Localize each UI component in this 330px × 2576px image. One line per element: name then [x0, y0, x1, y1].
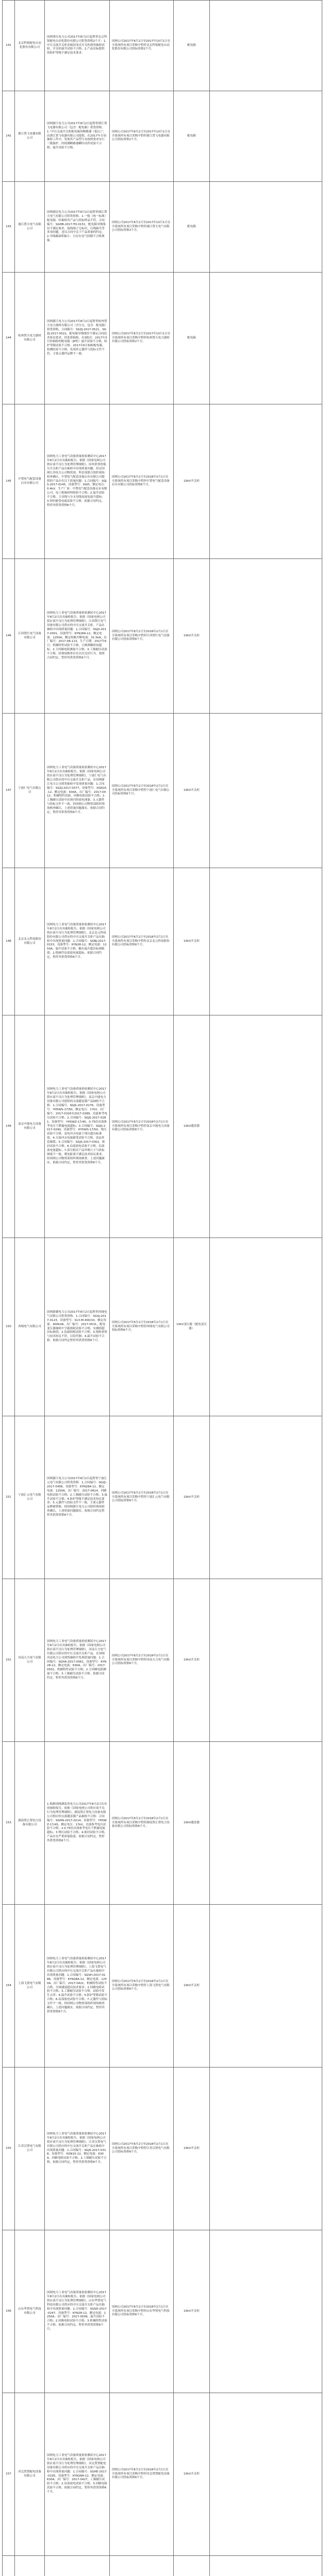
- blank-cell: [210, 559, 322, 714]
- records-table: [2, 0, 322, 2576]
- material-type: 10kV开关柜: [174, 868, 210, 1015]
- bid-suspension: 国网公司2017年8月2日至2018年2月1日在全系统所有项目采购中暂停中置电气配套设备启东有限公司投标资格6个月。: [110, 404, 174, 559]
- table-row: [3, 1015, 322, 1238]
- material-type: 10kV开关柜: [174, 2393, 210, 2556]
- suspension-decision: 国网电力工业电气设备质量检验测试中心2017年8月2日出具抽检报告，依据《国家电网公司供应商不良行为处理管理细则》，山东华置电气科技有限公司供应的中压交流开关柜产品在抽检中出现质量问题：1.合同编号：SGSD-2017-0247，设备型号：KYN28-12，额定电流：1250A，出厂编号：2017-0509，温升试验不合格；2.回路电阻试验不合格；3.机械特性试验不合格。依据合同约定，暂停其供货资格6个月。: [45, 2230, 110, 2393]
- supplier-name: 西域电气有限公司: [15, 1238, 45, 1416]
- material-type: 10kV变压器（配电变压器）: [174, 1238, 210, 1416]
- table-row: [3, 1238, 322, 1416]
- table-row: [3, 2067, 322, 2230]
- supplier-name: 上海飞置电气有限公司: [15, 1905, 45, 2067]
- material-type: 10kV开关柜: [174, 2067, 210, 2230]
- blank-cell: [210, 1579, 322, 1742]
- suspension-decision: 国网电力工业电气设备质量检验测试中心2017年8月2日出具抽检报告，依据《国家电网公司供应商不良行为处理管理细则》，南京中能电力设备有限公司提供的交流避雷器产品抽检不合格：1.合同编号：SGJS-2017-0276，设备型号：YH5WS-17/50，额定电压：17kV，出厂编号：2017-0326至2017-0389，直流参考电压试验不合格；2.合同编号：SGJS-2017-0281，设备型号：YH5WZ-17/45，0.75倍直流参考电压下泄漏电流超标；3.合同编号：SGJS-2017-0290，设备型号：HY5WS-17/50，残压试验不合格，雷电冲击电流下残压超出标准值；4.方波冲击电流耐受试验不合格，试品外套破裂；5.合同编号：SGJS-2017-0302，密封试验不合格；6.局部放电试验不合格，局部放电量超标；7.部分批次产品外观尺寸与投标图纸不一致，爬电距离不满足技术协议要求。经国网公司物资部组织现场核查，上述问题属实，依据合同约定，暂停其供货资格6个月。: [45, 1015, 110, 1238]
- suspension-decision: 国网电力工业电气设备质量检验测试中心2017年8月2日出具抽检报告，依据《国家电网公司供应商不良行为处理管理细则》，上海飞置电气有限公司供应的中压交流开关柜产品在抽检中出现质量问题：1.合同编号：SGSH-2017-0186，设备型号：KYN28A-12，额定电流：1250A，出厂编号：2017-0421，机械特性试验不合格，分闸速度超出技术要求；2.回路电阻试验不合格；3.工频耐压试验不合格，试验中发生击穿；4.温升试验不合格；5.防护等级试验不合格；6.局部放电试验不合格；7.元器件与投标文件不一致。经国网公司物资部组织现场核查确认，上述问题属实，依据合同约定，暂停其供货资格6个月。: [45, 1905, 110, 2067]
- suspension-decision: 国网湖北电力公司2017年8月2日起暂停浦江置天电气有限公司供货资格。1.一般（统一标准）配电箱，经抽检其产品与投标样品不符，合同编号：SGHB-2017-TD-0151，配电箱导线线径不满足要求，接线端子无标识，压线缺失等多项问题，违反合同中关于产品质量的约定。2.导线截面积偏小，且存在电气间隙不合格现象。: [45, 182, 110, 273]
- supplier-name: 湖南置正置电力设备有限公司: [15, 1742, 45, 1905]
- supplier-name: 江西置红电气设备有限公司: [15, 559, 45, 714]
- blank-cell: [210, 404, 322, 559]
- bid-suspension: 国网公司2017年8月2日至2017年10月1日在全系统所有项目采购中暂停浙江置飞电器有限公司投标资格2个月。: [110, 91, 174, 182]
- suspension-decision: 国网浙江电力公司2017年8月2日起暂停宁波汇元电气有限公司供货资格：1.合同编号：SGZJ-2017-0458，设备型号：KYN28A-12，额定电流：1250A，出厂编号：2017-0614，回路电阻试验不合格；2.工频耐压试验不合格；3.温升试验不合格；4.防护等级不满足技术协议要求；5.元器件与投标文件不一致，主要元器件品牌被替换。经国网浙江电力公司组织现场检查确认，上述质量问题属实，依据合同约定暂停其供货资格6个月。: [45, 1416, 110, 1579]
- record-number: 155: [3, 2067, 15, 2230]
- blank-cell: [210, 1, 322, 91]
- supplier-name: 河北置置配电设备有限公司: [15, 2393, 45, 2556]
- supplier-name: 宁波汇元电气有限公司: [15, 1416, 45, 1579]
- supplier-name: 河南天力电气有限公司: [15, 1579, 45, 1742]
- material-type: 配电箱: [174, 273, 210, 404]
- suspension-decision: 国网浙江电力公司2017年8月2日起暂停杭州置天电力器材有限公司（含分支，包含：配电箱）供货资格。合同编号：SGZJ-2017-0521、SGZJ-2017-0522，配电箱导线线径不满足合同技术协议要求，经监督抽检，有3批次：2017年3月经抽检的配电箱（JP柜）温升试验不合格，防护等级试验不合格；2017年6月抽检配电箱，检测结果不合格，发现其元器件与投标文件不符，主要元器件品牌不一致。: [45, 273, 110, 404]
- material-type: 10kV开关柜: [174, 714, 210, 868]
- blank-cell: [210, 868, 322, 1015]
- material-type: 10kV开关柜: [174, 559, 210, 714]
- record-number: 148: [3, 868, 15, 1015]
- bid-suspension: 国网公司2017年8月2日至2018年2月1日在全系统所有项目采购中暂停上海飞置电气有限公司投标资格6个月。: [110, 1905, 174, 2067]
- table-row: [3, 1905, 322, 2067]
- material-type: 配电箱: [174, 182, 210, 273]
- suspension-decision: 国网新疆电力公司2017年8月2日起暂停西域电气有限公司供货资格。1.合同编号：SGXJ-2017-0123，设备型号：S13-M-400/10，额定容量：400kVA，出厂编号：2017-0531，配电变压器抽检中空载损耗试验不合格，实测值超出标准值；2.负载损耗试验不合格；3.绕组材质与技术协议不符，以铝代铜；4.温升试验不合格。依据合同约定暂停其供货资格6个月。: [45, 1238, 110, 1416]
- bid-suspension: 国网公司2017年8月2日至2017年10月1日在全系统所有项目采购中暂停杭州置天电力器材有限公司投标资格2个月。: [110, 273, 174, 404]
- bid-suspension: 国网公司2017年8月2日至2018年2月1日在全系统所有项目采购中暂停江西置红电气设备有限公司投标资格6个月。: [110, 559, 174, 714]
- record-number: 144: [3, 273, 15, 404]
- table-row: [3, 1, 322, 91]
- blank-cell: [210, 1905, 322, 2067]
- table-row: [3, 1416, 322, 1579]
- suspension-decision: 国网电力工业电气设备质量检验测试中心2017年8月2日出具抽检报告，依据《国家电网公司供应商不良行为处理管理细则》，江西置红电气设备有限公司供应的中压交流开关柜，产品在抽检中出现质量问题：1.合同编号：SGJX-2017-0301，设备型号：KYN28A-12，额定电流：1250A，额定短路开断电流：31.5kA，出厂编号：2017-06-113，生产日期：2017年6月，机械特性试验不合格，合闸弹跳时间超标；2.主回路电阻测量不合格；3.工频耐压试验不合格，经现场核查存在以次充好行为，按照合同约定，暂停其供货资格6个月。: [45, 559, 110, 714]
- material-type: 配电箱: [174, 91, 210, 182]
- blank-cell: [210, 182, 322, 273]
- table-row: [3, 1579, 322, 1742]
- record-number: 141: [3, 1, 15, 91]
- supplier-name: 北京科锐配电自动化股份有限公司: [15, 1, 45, 91]
- record-number: 156: [3, 2230, 15, 2393]
- material-type: 10kV开关柜: [174, 2230, 210, 2393]
- supplier-name: 杭州置天电力器材有限公司: [15, 273, 45, 404]
- blank-cell: [210, 2230, 322, 2393]
- supplier-name: 中置电气配套设备启东有限公司: [15, 404, 45, 559]
- blank-cell: [210, 1238, 322, 1416]
- record-number: 149: [3, 1015, 15, 1238]
- material-type: 10kV避雷器: [174, 1015, 210, 1238]
- suspension-decision: 1.根据国网湖南省电力公司2017年8月2日出具的抽检报告，依据《国家电网公司供应商不良行为处理管理细则》，湖南置正置电力设备有限公司供应的交流避雷器产品抽检不合格：合同编号：SGHN-2017-0214，设备型号：YH5WZ-17/45，额定电压：17kV，直流参考电压试验不合格；2.0.75倍直流参考电压下泄漏电流超标；3.残压试验不合格；4.密封试验不合格，产品存在严重质量隐患。依据合同约定，暂停其供货资格6个月。: [45, 1742, 110, 1905]
- blank-cell: [210, 1015, 322, 1238]
- suspension-decision: 国网浙江电力公司2017年8月2日起暂停浙江置飞电器有限公司（包含：配电箱）供货资格。1.“中压交流开关柜配电箱用断路器（低压）”，由浙江置飞电器有限公司提供，在2017年专项抽检工作中，发现其产品型号未按照要求实行三级保护，经检测断路器瞬时动作试验不合格，温升试验不合格。: [45, 91, 110, 182]
- material-type: [174, 2556, 210, 2576]
- table-row: [3, 2556, 322, 2576]
- record-number: 142: [3, 91, 15, 182]
- material-type: 10kV避雷器: [174, 1742, 210, 1905]
- supplier-name: 浙江置飞电器有限公司: [15, 91, 45, 182]
- table-row: [3, 404, 322, 559]
- table-row: [3, 2393, 322, 2556]
- bid-suspension: 国网公司2017年8月2日至2018年2月1日在全系统所有项目采购中暂停江苏汉置电气有限公司投标资格6个月。: [110, 2067, 174, 2230]
- bid-suspension: 国网公司2017年8月2日至2018年2月1日在全系统所有项目采购中暂停北京北元科技股份有限公司投标资格6个月。: [110, 868, 174, 1015]
- supplier-name: 北京北元科技股份有限公司: [15, 868, 45, 1015]
- bid-suspension: 国网公司2017年8月2日至2017年10月1日在全系统所有项目采购中暂停浦江置天电气有限公司投标资格2个月。: [110, 182, 174, 273]
- blank-cell: [210, 2556, 322, 2576]
- bid-suspension: 国网公司2017年8月2日至2018年2月1日在全系统所有项目采购中暂停湖南置正置电力设备有限公司投标资格6个月。: [110, 1742, 174, 1905]
- supplier-name: 宁波仁电气有限公司: [15, 714, 45, 868]
- table-row: [3, 559, 322, 714]
- table-row: [3, 273, 322, 404]
- material-type: 配电箱: [174, 1, 210, 91]
- table-row: [3, 1742, 322, 1905]
- record-number: 154: [3, 1905, 15, 2067]
- bid-suspension: 国网公司2017年8月2日至2018年2月1日在全系统所有项目采购中暂停南京中能电力设备有限公司投标资格6个月。: [110, 1015, 174, 1238]
- supplier-name: 浦江置天电气有限公司: [15, 182, 45, 273]
- bid-suspension: 国网公司2017年8月2日至2017年10月1日在全系统所有项目采购中暂停北京科锐配电自动化股份有限公司投标资格2个月。: [110, 1, 174, 91]
- material-type: 10kV开关柜: [174, 404, 210, 559]
- suspension-decision: 国网电力工业电气设备质量检验测试中心2017年8月2日出具抽检报告，依据《国家电网公司供应商不良行为处理管理细则》，河北置置配电设备有限公司供应的中压交流开关柜产品在抽检中出现质量问题：1.合同编号：SGHE-2017-0195，设备型号：KYN28A-12，额定电流：630A，出厂编号：2017-0427，工频耐压试验不合格；2.局部放电试验不合格；3.回路电阻试验不合格。依据合同约定，暂停其供货资格6个月。: [45, 2393, 110, 2556]
- material-type: 10kV开关柜: [174, 1905, 210, 2067]
- supplier-name: 南京中能电力设备有限公司: [15, 1015, 45, 1238]
- record-number: 147: [3, 714, 15, 868]
- blank-cell: [210, 2067, 322, 2230]
- record-number: 143: [3, 182, 15, 273]
- bid-suspension: 国网公司2017年8月2日至2018年2月1日在全系统所有项目采购中暂停宁波汇元电气有限公司投标资格6个月。: [110, 1416, 174, 1579]
- blank-cell: [210, 273, 322, 404]
- supplier-name: 山东华置电气科技有限公司: [15, 2230, 45, 2393]
- supplier-name: 江苏汉置电气有限公司: [15, 2067, 45, 2230]
- suspension-decision: 国网电力工业电气设备质量检验测试中心2017年8月2日出具抽检报告，依据《国家电网公司供应商不良行为处理管理细则》，河南天力电气有限公司供应的中压交流开关柜产品，在国网河南电力公司到货抽检中发现质量问题：1.合同编号：SGHA-2017-0361，设备型号：KYN28-12，额定电流：630A，出厂编号：2017-0502，机械特性试验不合格；2.主回路电阻测量不合格；3.工频耐压试验不合格。依据合同约定，暂停其供货资格6个月。: [45, 1579, 110, 1742]
- record-number: 151: [3, 1416, 15, 1579]
- table-row: [3, 868, 322, 1015]
- record-number: 157: [3, 2393, 15, 2556]
- material-type: 10kV开关柜: [174, 1579, 210, 1742]
- blank-cell: [210, 91, 322, 182]
- bid-suspension: [110, 2556, 174, 2576]
- suspension-decision: [45, 2556, 110, 2576]
- blank-cell: [210, 2393, 322, 2556]
- material-type: 10kV开关柜: [174, 1416, 210, 1579]
- record-number: [3, 2556, 15, 2576]
- table-row: [3, 91, 322, 182]
- table-row: [3, 182, 322, 273]
- suspension-decision: 国网重庆电力公司2017年8月2日起暂停北京科锐配电自动化股份有限公司供货资格2个月：1.中压交流开关柜金属封闭式开关柜到货抽检试验，开关柜温升试验不合格；2.产品实际提供的防护等级不满足技术要求。: [45, 1, 110, 91]
- record-number: 153: [3, 1742, 15, 1905]
- blank-cell: [210, 714, 322, 868]
- suspension-decision: 国网电力工业电气设备质量检验测试中心2017年8月2日出具抽检报告，依据《国家电网公司供应商不良行为处理管理细则》，江苏汉置电气有限公司供应的中压交流开关柜产品在抽检中出现质量问题：1.合同编号：SGJS-2017-0318，设备型号：XGN15-12，额定电流：630A，回路电阻试验不合格；2.工频耐压试验不合格。依据合同约定，暂停其供货资格6个月。: [45, 2067, 110, 2230]
- table-row: [3, 2230, 322, 2393]
- blank-cell: [210, 1416, 322, 1579]
- suspension-decision: 国网电力工业电气设备质量检验测试中心2017年8月2日出具抽检报告，依据《国家电网公司供应商不良行为处理管理细则》，因其供货的低压开关柜产品在抽检中出现质量问题，经过国网江苏电力公司物资部、科信部联合组织现场检查确认，中置电气配套设备启东有限公司提供的产品存在以下质量问题：1.合同编号：SGJS-2017-0245，设备型号：GGD，额定电压：0.4kV，生产厂家：中置电气配套设备启东有限公司，电工绝缘材料检验不合格；2.温升试验不合格，主母线与分支母线连接处温升超标；3.短时耐受电流试验不合格。依据合同约定，暂停其供货资格6个月。: [45, 404, 110, 559]
- penalty-notice-table: [2, 0, 322, 2576]
- bid-suspension: 国网公司2017年8月2日至2018年2月1日在全系统所有项目采购中暂停山东华置电气科技有限公司投标资格6个月。: [110, 2230, 174, 2393]
- suspension-decision: 国网电力工业电气设备质量检验测试中心2017年8月2日出具抽检报告，依据《国家电网公司供应商不良行为处理管理细则》，宁波仁电气有限公司供应的中压交流开关柜产品，在国网浙江电力公司到货抽检中发现质量问题：1.合同编号：SGZJ-2017-0377，设备型号：XGN15-12，额定电流：630A，出厂编号：2017-0412，机械特性试验、回路电阻试验不合格；2.工频耐压试验中出现闪络放电现象；3.元器件与投标文件不一致。经国网公司物资部组织现场核查确认，上述质量问题属实。依据合同约定，暂停其供货资格6个月。: [45, 714, 110, 868]
- bid-suspension: 国网公司2017年8月2日至2018年2月1日在全系统所有项目采购中暂停宁波仁电气有限公司投标资格6个月。: [110, 714, 174, 868]
- table-row: [3, 714, 322, 868]
- blank-cell: [210, 1742, 322, 1905]
- bid-suspension: 国网公司2017年8月2日至2018年2月1日在全系统所有项目采购中暂停河南天力电气有限公司投标资格6个月。: [110, 1579, 174, 1742]
- bid-suspension: 国网公司2017年8月2日至2018年2月1日在全系统所有项目采购中暂停西域电气有限公司投标资格6个月。: [110, 1238, 174, 1416]
- record-number: 152: [3, 1579, 15, 1742]
- suspension-decision: 国网电力工业电气设备质量检验测试中心2017年8月2日出具抽检报告，依据《国家电网公司供应商不良行为处理管理细则》，北京北元科技股份有限公司供应的中压交流开关柜产品在抽检中出现质量问题：1.合同编号：SGBJ-2017-0153，设备型号：KYN28-12，额定电流：1250A，温升试验不合格，触头温升超出标准限值；2.绝缘件局部放电量超标。依据合同约定，暂停其供货资格6个月。: [45, 868, 110, 1015]
- supplier-name: [15, 2556, 45, 2576]
- record-number: 150: [3, 1238, 15, 1416]
- record-number: 145: [3, 404, 15, 559]
- bid-suspension: 国网公司2017年8月2日至2018年2月1日在全系统所有项目采购中暂停河北置置配电设备有限公司投标资格6个月。: [110, 2393, 174, 2556]
- record-number: 146: [3, 559, 15, 714]
